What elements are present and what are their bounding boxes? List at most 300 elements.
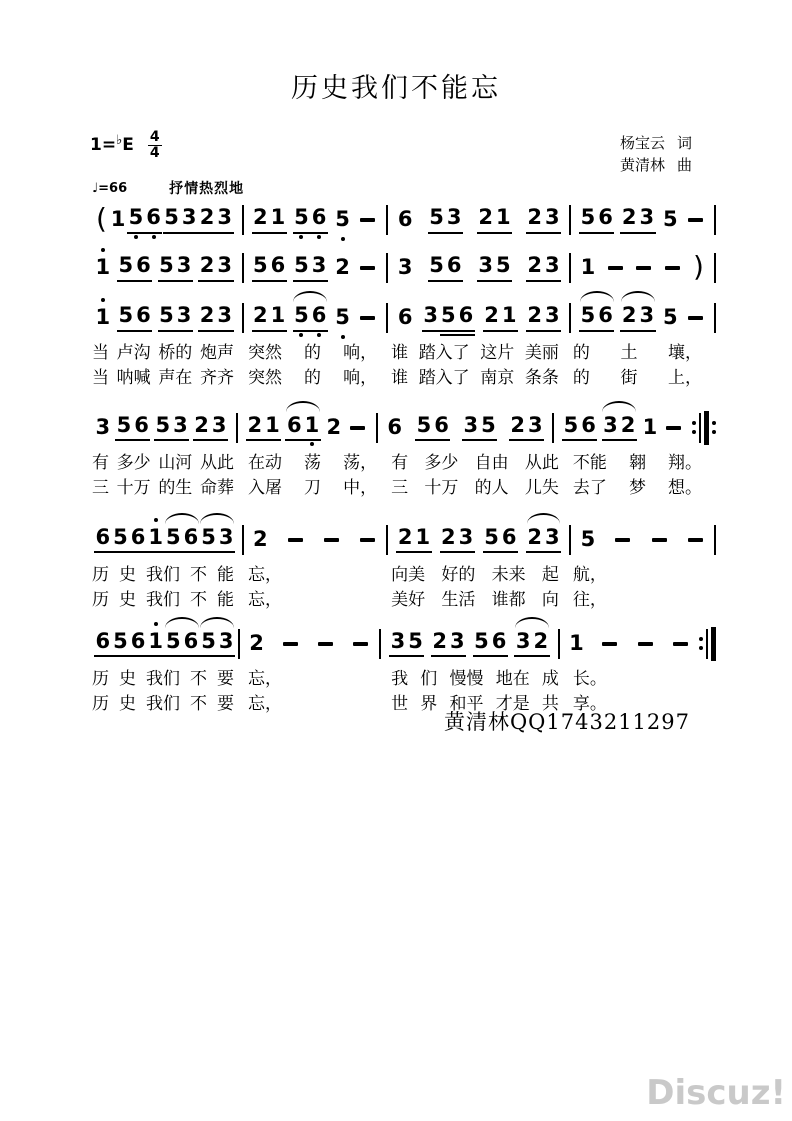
lyric-measure <box>242 564 383 587</box>
note-group <box>509 414 544 441</box>
lyric-measure <box>567 342 708 365</box>
note-group <box>396 526 431 553</box>
measure <box>86 526 242 553</box>
note-group <box>246 414 281 441</box>
lyric-syllable: 成 <box>541 668 559 689</box>
dash-note <box>638 642 653 646</box>
dash-note <box>665 266 680 270</box>
lyric-syllable: 从此 <box>199 452 234 473</box>
note: 2 <box>199 303 215 328</box>
lyric-syllable: 谁都 <box>491 589 526 610</box>
note: 1 <box>270 205 286 230</box>
note: 3 <box>217 303 232 328</box>
lyric-syllable: 世 <box>391 693 409 714</box>
note-group <box>94 306 112 329</box>
note: 2 <box>199 253 215 278</box>
note: 5 <box>408 629 423 654</box>
repeat-end-sign <box>699 627 716 661</box>
barline <box>714 525 716 555</box>
note: 5 <box>159 253 174 278</box>
measure <box>86 254 242 281</box>
note-group <box>163 206 198 233</box>
note-group <box>462 414 497 441</box>
slur-arc <box>293 291 327 302</box>
note-group <box>641 416 659 439</box>
lyric-syllable: 忘， <box>248 693 282 714</box>
lyric-measure <box>567 564 708 587</box>
lyric-syllable: 当 <box>92 367 109 388</box>
note-group <box>252 206 287 233</box>
time-signature <box>148 130 162 160</box>
lyric-syllable: 美丽 <box>524 343 559 363</box>
note: 6 <box>270 253 286 278</box>
note-group <box>127 206 162 233</box>
note: 2 <box>478 205 493 230</box>
note: 3 <box>311 253 327 278</box>
slur-arc <box>200 617 234 628</box>
note: 1 <box>304 413 320 438</box>
note: 3 <box>515 629 531 654</box>
lyric-syllable: 慢慢 <box>449 668 484 689</box>
barline <box>714 205 716 235</box>
lyric-measure <box>242 477 383 500</box>
note-group <box>661 306 679 329</box>
lyricist-line <box>620 133 692 155</box>
lyric-measure <box>385 367 565 390</box>
note-group <box>396 256 414 279</box>
dash-note <box>288 538 303 542</box>
dash-note <box>350 426 365 430</box>
repeat-dot <box>712 430 716 434</box>
note: 3 <box>181 205 197 230</box>
lyric-syllable: 翔。 <box>668 452 702 473</box>
lyric-syllable: 多少 <box>424 452 459 473</box>
composer-line <box>620 155 692 177</box>
note: 6 <box>598 303 613 328</box>
measure <box>388 254 569 281</box>
notes-row <box>86 198 716 242</box>
score <box>86 198 716 716</box>
note-group <box>579 256 597 279</box>
lyric-syllable: 这片 <box>480 343 515 363</box>
lyric-syllable: 史 <box>119 693 136 714</box>
note: 5 <box>113 629 128 654</box>
lyric-syllable: 当 <box>92 343 109 363</box>
note: 1 <box>415 525 431 550</box>
lyric-measure <box>242 693 383 716</box>
lyrics-row-2 <box>86 589 716 612</box>
note: 5 <box>294 303 309 328</box>
measure <box>381 630 557 657</box>
note-group <box>165 526 200 553</box>
lyric-syllable: 界 <box>420 693 438 714</box>
note-group <box>422 304 475 331</box>
lyric-spacer <box>708 342 716 365</box>
note: 5 <box>201 629 216 654</box>
note: 5 <box>495 253 511 278</box>
note-group <box>154 414 189 441</box>
system-1 <box>86 198 716 242</box>
lyric-syllable: 声在 <box>158 367 193 388</box>
flat-icon: ♭ <box>116 132 123 148</box>
note: 3 <box>458 525 474 550</box>
measure <box>244 304 387 331</box>
note-group <box>293 206 328 233</box>
lyric-syllable: 才是 <box>495 693 530 714</box>
note: 3 <box>217 205 232 230</box>
lyric-syllable: 齐齐 <box>199 367 234 388</box>
note-group <box>389 630 424 657</box>
lyric-syllable: 卢沟 <box>116 343 151 363</box>
note: 2 <box>527 303 543 328</box>
notes-row <box>86 246 716 290</box>
note: 6 <box>183 629 199 654</box>
note: 6 <box>434 413 449 438</box>
repeat-dots <box>699 637 703 650</box>
composer-role: 曲 <box>676 155 692 174</box>
note: 2 <box>194 413 209 438</box>
note: 3 <box>528 413 543 438</box>
lyrics-row-1 <box>86 342 716 365</box>
note: 5 <box>113 525 128 550</box>
lyric-syllable: 美好 <box>391 589 426 610</box>
lyric-syllable: 荡 <box>304 452 322 473</box>
tempo-mark: ♩=66 <box>92 180 128 196</box>
note: 2 <box>253 527 268 552</box>
lyric-syllable: 不 <box>190 589 207 610</box>
credits <box>620 133 692 177</box>
lyric-syllable: 荡， <box>343 452 378 473</box>
note-group <box>129 526 164 553</box>
note: 3 <box>545 205 560 230</box>
note: 1 <box>148 525 163 550</box>
lyric-syllable: 的 <box>572 343 590 363</box>
lyric-syllable: 能 <box>217 564 234 585</box>
lyric-measure <box>567 452 708 475</box>
lyric-syllable: 踏入了 <box>418 343 470 363</box>
note-group <box>620 304 655 331</box>
lyric-syllable: 史 <box>119 589 136 610</box>
lyric-spacer <box>708 589 716 612</box>
note-group <box>117 304 152 331</box>
note-group <box>386 416 404 439</box>
note-group <box>396 306 414 329</box>
slur-arc <box>580 291 614 302</box>
note: 5 <box>159 303 174 328</box>
note: 6 <box>458 303 474 328</box>
lyric-syllable: 历 <box>92 668 109 689</box>
note-group <box>200 526 235 553</box>
lyrics-row-2 <box>86 367 716 390</box>
lyric-syllable: 壤， <box>668 343 702 363</box>
lyric-syllable: 上， <box>668 367 702 388</box>
note: 2 <box>527 205 543 230</box>
note-group <box>473 630 508 657</box>
lyric-syllable: 史 <box>119 668 136 689</box>
time-top: 4 <box>149 129 160 145</box>
measure <box>86 202 242 235</box>
note: 2 <box>621 205 637 230</box>
note: 6 <box>387 415 402 440</box>
lyric-syllable: 长。 <box>572 668 607 689</box>
lyricist-name: 杨宝云 <box>619 134 665 152</box>
note: 5 <box>563 413 579 438</box>
note: 3 <box>218 629 234 654</box>
lyric-syllable: 我 <box>391 668 409 689</box>
dash-note <box>615 538 630 542</box>
note-group <box>198 206 233 233</box>
note: 5 <box>116 413 132 438</box>
dash-note <box>283 642 298 646</box>
lyric-syllable: 刀 <box>304 477 322 498</box>
lyric-syllable: 谁 <box>391 367 409 388</box>
lyric-syllable: 有 <box>92 452 109 473</box>
open-paren: ( <box>96 202 107 235</box>
lyric-syllable: 突然 <box>248 367 282 388</box>
lyrics-row-1 <box>86 564 716 587</box>
note: 6 <box>95 629 111 654</box>
lyric-syllable: 命葬 <box>199 477 234 498</box>
note: 1 <box>501 303 517 328</box>
repeat-dot <box>699 637 703 641</box>
note-group <box>526 526 561 553</box>
measure <box>560 632 699 655</box>
note-group <box>94 630 129 657</box>
song-title: 历史我们不能忘 <box>291 73 501 104</box>
note: 3 <box>176 303 192 328</box>
note-group <box>579 304 614 331</box>
note-group <box>415 414 450 441</box>
note: 5 <box>128 205 144 230</box>
note-group <box>94 256 112 279</box>
note-group <box>165 630 200 657</box>
measure <box>86 304 242 331</box>
lyric-syllable: 三 <box>391 477 409 498</box>
lyric-syllable: 响， <box>343 343 378 363</box>
barline <box>714 205 716 235</box>
repeat-both-sign <box>692 411 716 445</box>
lyric-syllable: 未来 <box>491 564 526 585</box>
lyric-syllable: 生活 <box>441 589 476 610</box>
repeat-dot <box>692 430 696 434</box>
note-group <box>193 414 228 441</box>
note: 5 <box>580 205 596 230</box>
note: 6 <box>311 303 327 328</box>
note: 5 <box>441 303 456 328</box>
barline <box>714 253 716 283</box>
note: 3 <box>639 303 655 328</box>
lyric-syllable: 去了 <box>572 477 607 498</box>
lyric-measure <box>86 693 240 716</box>
measure <box>571 206 714 233</box>
note: 2 <box>397 525 413 550</box>
lyric-measure <box>242 452 383 475</box>
dash-note <box>324 538 339 542</box>
dash-note <box>360 266 375 270</box>
note: 3 <box>545 525 560 550</box>
slur-arc <box>527 513 561 524</box>
lyric-measure <box>385 589 565 612</box>
note: 6 <box>134 413 149 438</box>
dash-note <box>636 266 651 270</box>
note: 3 <box>95 415 111 440</box>
lyric-syllable: 桥的 <box>158 343 193 363</box>
lyric-measure <box>86 668 240 691</box>
note: 5 <box>118 253 134 278</box>
note: 3 <box>173 413 188 438</box>
lyric-syllable: 我们 <box>146 668 180 689</box>
system-4 <box>86 406 716 500</box>
lyric-syllable: 梦 <box>628 477 646 498</box>
note: 3 <box>423 303 439 328</box>
note: 5 <box>164 205 179 230</box>
lyric-measure <box>86 589 240 612</box>
note: 3 <box>478 253 493 278</box>
time-bottom: 4 <box>149 144 160 161</box>
slur-arc <box>200 513 234 524</box>
note: 5 <box>118 303 134 328</box>
dash-note <box>360 538 375 542</box>
note: 2 <box>335 255 350 280</box>
lyric-measure <box>86 477 240 500</box>
note: 5 <box>155 413 171 438</box>
lyric-measure <box>385 668 565 691</box>
note: 3 <box>211 413 227 438</box>
note: 5 <box>429 253 444 278</box>
lyric-syllable: 炮声 <box>199 343 234 363</box>
note-group <box>200 630 235 657</box>
lyric-syllable: 呐喊 <box>116 367 151 388</box>
lyric-syllable: 地在 <box>495 668 530 689</box>
note: 5 <box>484 525 499 550</box>
dash-note <box>353 642 368 646</box>
key-prefix: 1= <box>90 135 117 156</box>
system-2 <box>86 246 716 290</box>
lyric-syllable: 街 <box>620 367 638 388</box>
lyric-syllable: 的 <box>572 367 590 388</box>
note: 2 <box>527 525 543 550</box>
lyric-measure <box>567 589 708 612</box>
lyric-syllable: 想。 <box>668 477 702 498</box>
note: 5 <box>335 207 350 232</box>
system-6 <box>86 622 716 716</box>
note: 2 <box>432 629 447 654</box>
dash-note <box>688 316 703 320</box>
note: 2 <box>253 205 268 230</box>
note-group <box>198 304 233 331</box>
note: 2 <box>441 525 456 550</box>
tempo-row <box>92 178 244 198</box>
lyric-syllable: 不 <box>190 693 207 714</box>
discuz-watermark: Discuz! <box>646 1073 786 1113</box>
lyric-syllable: 三 <box>92 477 109 498</box>
note-group <box>396 208 414 231</box>
lyric-syllable: 多少 <box>116 452 151 473</box>
lyric-syllable: 南京 <box>480 367 515 388</box>
note: 1 <box>148 629 163 654</box>
barline <box>706 629 708 659</box>
note-group <box>562 414 597 441</box>
note: 2 <box>326 415 342 440</box>
lyric-syllable: 享。 <box>572 693 607 714</box>
dash-note <box>673 642 688 646</box>
lyric-syllable: 和平 <box>449 693 484 714</box>
note: 3 <box>217 253 232 278</box>
note: 6 <box>130 629 146 654</box>
measure <box>571 250 714 283</box>
note: 6 <box>95 525 111 550</box>
note-group <box>285 414 320 441</box>
thick-barline <box>711 627 716 661</box>
note-group <box>428 206 463 233</box>
note-group <box>293 254 328 281</box>
note: 6 <box>598 205 613 230</box>
note: 5 <box>253 253 268 278</box>
note-group <box>109 208 127 231</box>
repeat-dot <box>692 421 696 425</box>
lyric-syllable: 从此 <box>524 452 559 473</box>
note-group <box>334 256 352 279</box>
note: 5 <box>662 305 678 330</box>
lyric-measure <box>567 668 708 691</box>
lyric-syllable: 航， <box>572 564 607 585</box>
note-group <box>602 414 637 441</box>
key-signature <box>90 130 162 160</box>
note: 2 <box>620 413 636 438</box>
note: 6 <box>136 303 151 328</box>
barline <box>714 253 716 283</box>
note-group <box>620 206 655 233</box>
dash-note <box>652 538 667 542</box>
notes-row <box>86 622 716 666</box>
note: 6 <box>136 253 151 278</box>
repeat-dots <box>712 421 716 434</box>
slur-arc <box>602 401 636 412</box>
note-group <box>129 630 164 657</box>
note: 2 <box>247 413 263 438</box>
note: 6 <box>311 205 327 230</box>
note-group <box>477 206 512 233</box>
system-5 <box>86 518 716 612</box>
lyric-syllable: 要 <box>217 693 234 714</box>
lyric-syllable: 不能 <box>572 452 607 473</box>
note: 2 <box>249 631 264 656</box>
note-group <box>526 304 561 331</box>
note-group <box>94 416 112 439</box>
note: 1 <box>95 305 111 330</box>
measure <box>571 528 714 551</box>
note: 3 <box>639 205 655 230</box>
lyric-measure <box>385 564 565 587</box>
lyric-measure <box>242 668 383 691</box>
dash-note <box>360 316 375 320</box>
lyric-syllable: 条条 <box>524 367 559 388</box>
footer-credit: 黄清林QQ1743211297 <box>443 710 690 734</box>
measure <box>244 206 387 233</box>
note-group <box>431 630 466 657</box>
lyric-syllable: 翱 <box>628 452 646 473</box>
lyrics-row-2 <box>86 477 716 500</box>
note: 3 <box>545 253 560 278</box>
lyric-syllable: 有 <box>391 452 409 473</box>
lyric-syllable: 土 <box>620 343 638 363</box>
dash-note <box>688 538 703 542</box>
lyrics-row-1 <box>86 668 716 691</box>
note: 6 <box>130 525 146 550</box>
lyric-measure <box>86 564 240 587</box>
lyric-syllable: 儿失 <box>524 477 559 498</box>
barline <box>699 413 701 443</box>
